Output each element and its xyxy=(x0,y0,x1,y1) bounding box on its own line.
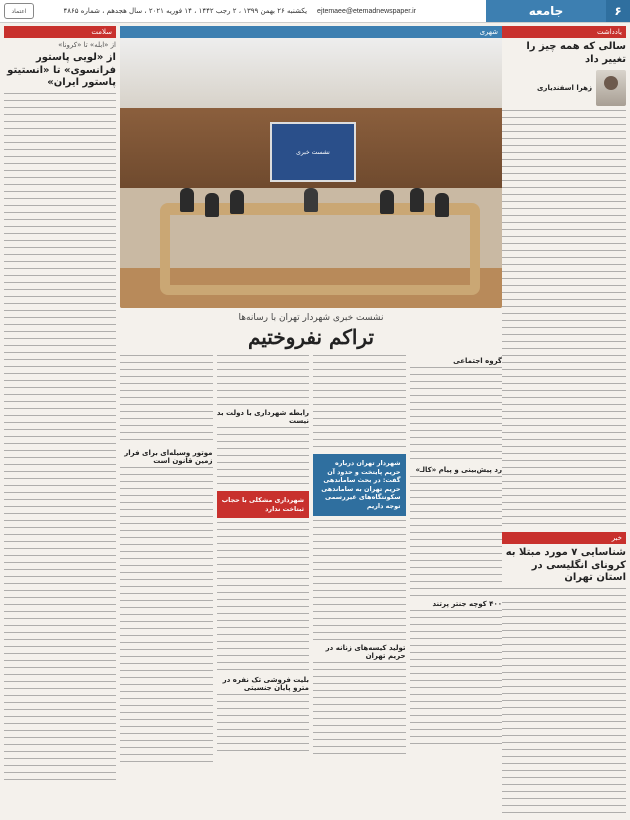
page-number: ۶ xyxy=(606,0,630,22)
paragraph xyxy=(120,467,213,767)
paragraph xyxy=(410,367,503,462)
subhead: رابطه شهرداری با دولت بد نیست xyxy=(216,409,309,425)
paragraph xyxy=(217,427,310,487)
paragraph xyxy=(313,520,406,640)
article-col-3 xyxy=(217,353,310,769)
banner-screen: نشست خبری xyxy=(270,122,356,182)
paragraph xyxy=(217,694,310,754)
pull-quote: شهرداری مشکلی با حجاب ثبتاخت ندارد xyxy=(217,491,310,518)
paragraph xyxy=(313,662,406,757)
article-col-4 xyxy=(120,353,213,769)
speaker xyxy=(304,188,318,212)
attendee xyxy=(435,193,449,217)
paragraph xyxy=(410,610,503,750)
attendee xyxy=(410,188,424,212)
column-label: یادداشت xyxy=(502,26,626,38)
main-article xyxy=(120,26,502,816)
ceiling xyxy=(120,38,502,108)
news-label: خبر xyxy=(502,532,626,544)
pull-quote: شهردار تهران درباره حریم پایتخت و حدود آن گفت: در بحث ساماندهی حریم تهران به ساماندهی سکونتگاه‌های غیررسمی توجه داریم xyxy=(313,454,406,516)
headline-kicker: نشست خبری شهردار تهران با رسانه‌ها xyxy=(238,313,384,323)
news-title: شناسایی ۷ مورد مبتلا به کرونای انگلیسی در استان تهران xyxy=(505,547,626,583)
main-tag: شهری xyxy=(120,26,502,38)
subhead: ۴۰۰ کوچه جنتر پرتند xyxy=(432,600,502,608)
right-column xyxy=(502,26,626,816)
article-col-1 xyxy=(410,353,503,769)
author-name: زهرا اسفندیاری xyxy=(537,84,592,92)
attendee xyxy=(380,190,394,214)
subhead: رد پیش‌بینی و پیام «کالـ» xyxy=(415,466,502,474)
attendee xyxy=(230,190,244,214)
paragraph xyxy=(313,355,406,450)
page-header xyxy=(0,0,630,23)
health-title: از «لویی پاستور فرانسوی» تا «انستیتو پاستور ایران» xyxy=(7,52,116,88)
article-columns xyxy=(120,353,502,769)
dateline: یکشنبه ۲۶ بهمن ۱۳۹۹ ، ۲ رجب ۱۴۴۲ ، ۱۴ فوریه ۲۰۲۱ ، سال هجدهم ، شماره ۴۸۶۵ xyxy=(63,7,308,15)
headline: تراکم نفروختیم xyxy=(247,325,375,349)
section-title: جامعه xyxy=(486,0,606,22)
subhead: تولید کیسه‌های زنانه در حریم تهران xyxy=(325,643,406,660)
newspaper-logo: اعتماد xyxy=(4,3,34,19)
column-title: سالی که همه چیز را تغییر داد xyxy=(526,41,626,65)
attendee xyxy=(205,193,219,217)
paragraph xyxy=(217,522,310,672)
paragraph xyxy=(410,476,503,596)
news-body-text xyxy=(502,588,626,817)
left-column xyxy=(4,26,116,816)
health-label: سلامت xyxy=(4,26,116,38)
subhead: گروه اجتماعی xyxy=(453,357,502,365)
attendee xyxy=(180,188,194,212)
meeting-photo xyxy=(120,38,502,308)
paragraph xyxy=(217,355,310,405)
author-photo xyxy=(596,70,626,106)
health-body-text xyxy=(4,93,116,783)
paragraph xyxy=(120,355,213,445)
author-block xyxy=(502,70,626,106)
subhead: موتور وسیله‌ای برای فرار زمین قانون است xyxy=(124,449,213,465)
column-body-text xyxy=(502,110,626,530)
section-email[interactable]: ejtemaee@etemadnewspaper.ir xyxy=(317,7,416,15)
subhead: بلیت فروشی تک نفره در مترو پایان جنسیتی xyxy=(222,676,309,693)
health-kicker: از «ابله» تا «کرونا» xyxy=(58,41,116,49)
article-col-2 xyxy=(313,353,406,769)
